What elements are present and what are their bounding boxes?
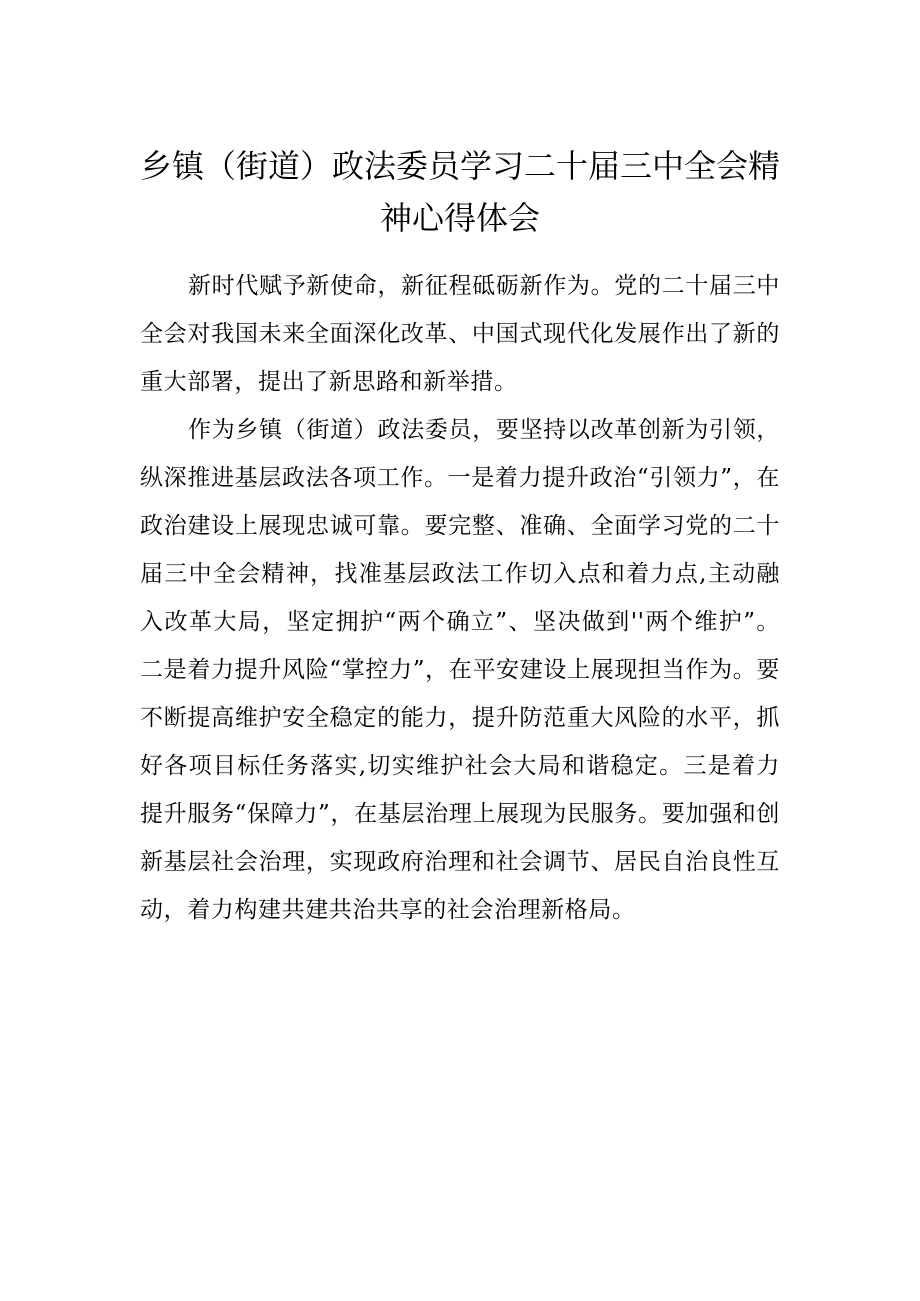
paragraph-main: 作为乡镇（街道）政法委员，要坚持以改革创新为引领，纵深推进基层政法各项工作。一是着力提升政治“引领力”，在政治建设上展现忠诚可靠。要完整、准确、全面学习党的二十届三中全会精神，找准基层政法工作切入点和着力点,主动融入改革大局，坚定拥护“两个确立”、坚决做到''两个维护”。二是着力提升风险“掌控力”，在平安建设上展现担当作为。要不断提高维护安全稳定的能力，提升防范重大风险的水平，抓好各项目标任务落实,切实维护社会大局和谐稳定。三是着力提升服务“保障力”，在基层治理上展现为民服务。要加强和创新基层社会治理，实现政府治理和社会调节、居民自治良性互动，着力构建共建共治共享的社会治理新格局。 [140, 417, 780, 923]
document-body [140, 262, 780, 934]
document-title: 乡镇（街道）政法委员学习二十届三中全会精神心得体会 [140, 147, 781, 237]
paragraph-intro: 新时代赋予新使命，新征程砥砺新作为。党的二十届三中全会对我国未来全面深化改革、中国式现代化发展作出了新的重大部署，提出了新思路和新举措。 [140, 273, 780, 395]
